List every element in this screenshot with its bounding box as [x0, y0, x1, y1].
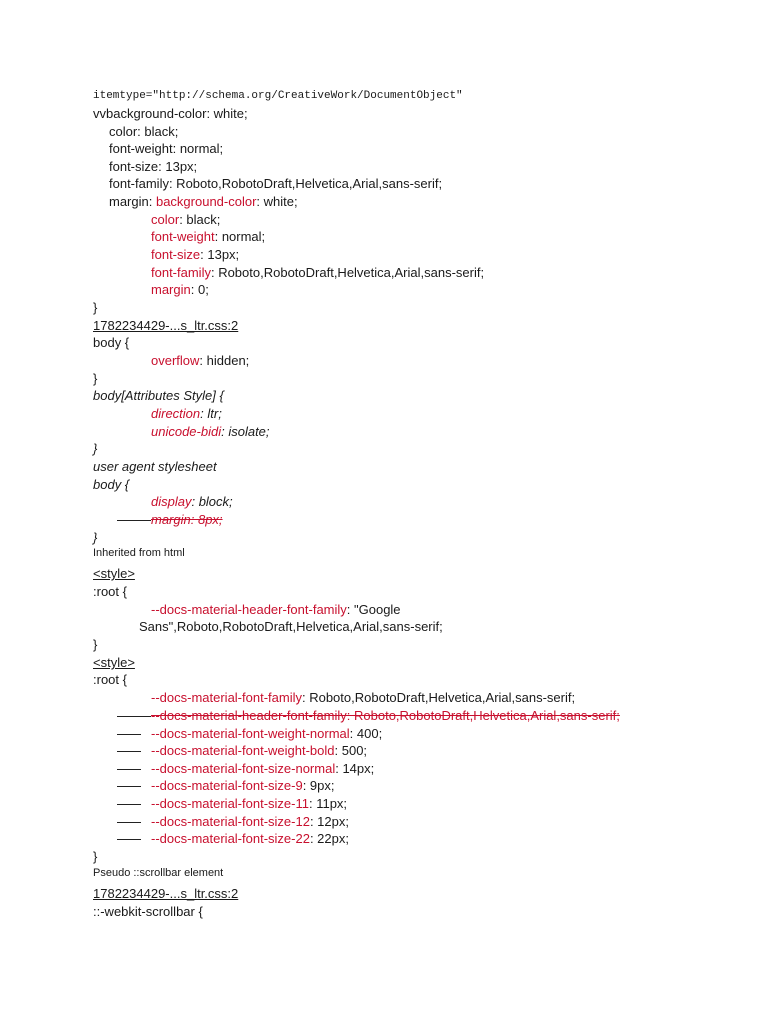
css-declaration: color: black;: [151, 212, 221, 227]
css-line: font-family: Roboto,RobotoDraft,Helvetica,Arial,sans-serif;: [109, 176, 443, 191]
source-link[interactable]: 1782234429-...s_ltr.css:2: [93, 886, 239, 901]
css-declaration: --docs-material-font-weight-bold: 500;: [151, 743, 368, 758]
selector: body[Attributes Style] {: [93, 388, 224, 403]
css-declaration: --docs-material-font-size-11: 11px;: [151, 796, 348, 811]
closing-brace: }: [93, 849, 98, 864]
css-declaration: --docs-material-font-size-22: 22px;: [151, 831, 349, 846]
css-declaration: --docs-material-font-size-9: 9px;: [151, 778, 335, 793]
css-line: vvbackground-color: white;: [93, 106, 248, 121]
section-label: Inherited from html: [93, 547, 185, 559]
source-link[interactable]: 1782234429-...s_ltr.css:2: [93, 318, 239, 333]
section-label: Pseudo ::scrollbar element: [93, 867, 224, 879]
css-declaration: direction: ltr;: [151, 406, 222, 421]
css-line: font-size: 13px;: [109, 159, 198, 174]
css-declaration: display: block;: [151, 494, 233, 509]
css-declaration: --docs-material-header-font-family: "Google: [151, 602, 401, 617]
strike-dash: [117, 716, 151, 717]
closing-brace: }: [93, 637, 98, 652]
css-declaration: overflow: hidden;: [151, 353, 250, 368]
css-declaration: font-weight: normal;: [151, 229, 266, 244]
selector: body {: [93, 335, 130, 350]
css-declaration: unicode-bidi: isolate;: [151, 424, 270, 439]
css-line: font-weight: normal;: [109, 141, 224, 156]
css-declaration-continued: Sans",Roboto,RobotoDraft,Helvetica,Arial,sans-serif;: [139, 619, 443, 634]
css-declaration: margin: 0;: [151, 282, 209, 297]
css-line: color: black;: [109, 124, 179, 139]
closing-brace: }: [93, 530, 98, 545]
selector: body {: [93, 477, 130, 492]
css-declaration: --docs-material-font-family: Roboto,RobotoDraft,Helvetica,Arial,sans-serif;: [151, 690, 576, 705]
css-property: background-color: [155, 194, 257, 209]
selector: :root {: [93, 672, 127, 687]
css-declaration: --docs-material-font-size-normal: 14px;: [151, 761, 375, 776]
css-declaration: font-family: Roboto,RobotoDraft,Helvetica,Arial,sans-serif;: [151, 265, 485, 280]
css-declaration: font-size: 13px;: [151, 247, 240, 262]
css-declaration-overridden: --docs-material-header-font-family: Roboto,RobotoDraft,Helvetica,Arial,sans-serif;: [151, 708, 620, 723]
section-label: user agent stylesheet: [93, 459, 217, 474]
css-declaration: --docs-material-font-size-12: 12px;: [151, 814, 349, 829]
selector: ::-webkit-scrollbar {: [93, 904, 203, 919]
closing-brace: }: [93, 441, 98, 456]
source-link[interactable]: <style>: [93, 566, 135, 581]
selector: :root {: [93, 584, 127, 599]
css-line: margin: background-color: white;: [109, 194, 298, 209]
source-link[interactable]: <style>: [93, 655, 135, 670]
closing-brace: }: [93, 300, 98, 315]
css-declaration-overridden: margin: 8px;: [151, 512, 223, 527]
closing-brace: }: [93, 371, 98, 386]
css-declaration: --docs-material-font-weight-normal: 400;: [151, 726, 383, 741]
itemtype-line: itemtype="http://schema.org/CreativeWork/DocumentObject": [93, 90, 463, 102]
